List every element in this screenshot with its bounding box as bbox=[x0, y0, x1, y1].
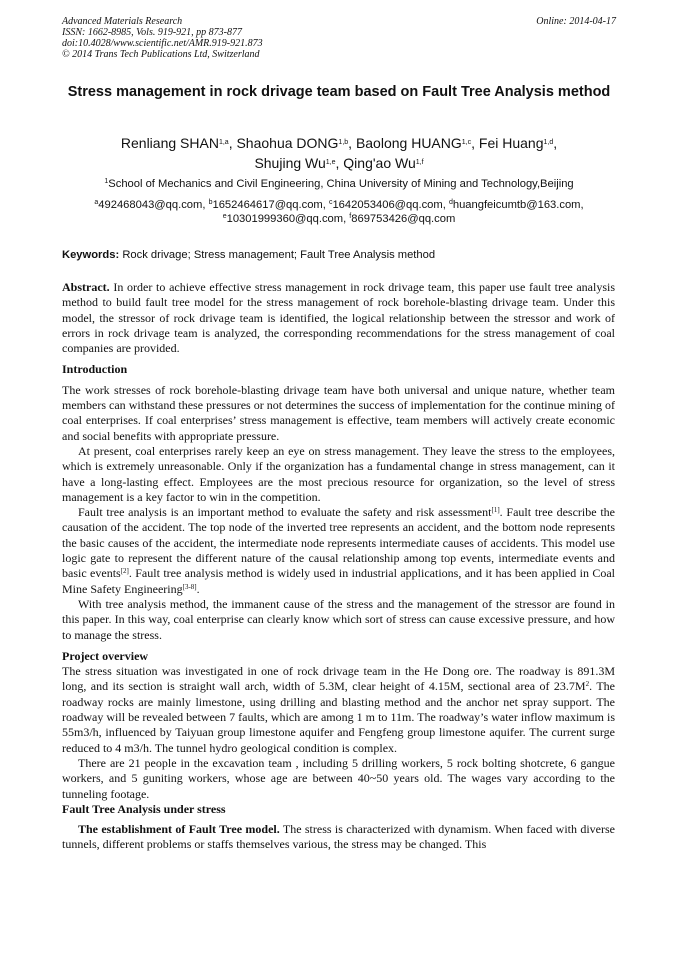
author: Renliang SHAN$^{1,a}$ bbox=[120, 135, 229, 151]
citation: [3-8] bbox=[182, 582, 197, 591]
citation: [1] bbox=[491, 506, 500, 515]
author: Baolong HUANG$^{1,c}$ bbox=[355, 135, 472, 151]
email: $^e$10301999360@qq.com, bbox=[222, 213, 347, 225]
section-heading-introduction: Introduction bbox=[62, 362, 128, 377]
abstract-label: Abstract. bbox=[62, 280, 110, 294]
paragraph: At present, coal enterprises rarely keep an eye on stress management. They leave the stress to the employees, which is extremely unreasonable. Only if the organization has a fundamental change in stress management, can it have a long-lasting effect. Employees are the most precious resource for organization, so the level of stress management is a key factor to win in the competition. bbox=[62, 443, 615, 504]
subsection-label: The establishment of Fault Tree model. bbox=[78, 822, 280, 837]
abstract bbox=[62, 280, 615, 356]
doi-line: doi:10.4028/www.scientific.net/AMR.919-921.873 bbox=[62, 38, 263, 49]
email: $^d$huangfeicumtb@163.com, bbox=[448, 199, 584, 211]
paper-body bbox=[62, 280, 615, 853]
email: $^a$492468043@qq.com, bbox=[94, 199, 206, 211]
email: $^c$1642053406@qq.com, bbox=[328, 199, 446, 211]
email: $^f$869753426@qq.com bbox=[349, 213, 456, 225]
author: Qing'ao Wu$^{1,f}$ bbox=[343, 155, 424, 171]
email-list bbox=[62, 198, 616, 226]
paragraph: There are 21 people in the excavation team , including 5 drilling workers, 5 rock bolting shotcrete, 6 gangue workers, and 5 guniting workers, whose age are between 40~50 years old. The wages vary according to the tunneling footage. bbox=[62, 755, 615, 801]
online-date: Online: 2014-04-17 bbox=[536, 16, 616, 27]
copyright-line: © 2014 Trans Tech Publications Ltd, Switzerland bbox=[62, 49, 260, 60]
issn-line: ISSN: 1662-8985, Vols. 919-921, pp 873-877 bbox=[62, 27, 242, 38]
journal-name: Advanced Materials Research bbox=[62, 16, 183, 27]
paragraph: Fault tree analysis is an important method to evaluate the safety and risk assessment[1]. Fault tree describe the causation of the accident. The top node of the inverted tree represents an accident, and the bottom node represents the basic causes of the accident, the intermediate node represents intermediate causes of accidents. This model use logic gate to represent the different nature of the causal relationship among top events, intermediate events and basic events[2]. Fault tree analysis method is widely used in industrial applications, and it has been applied in Coal Mine Safety Engineering[3-8]. bbox=[62, 505, 615, 596]
keywords bbox=[62, 248, 616, 262]
keywords-label: Keywords: bbox=[62, 249, 120, 261]
author: Shujing Wu$^{1,e}$ bbox=[254, 155, 336, 171]
author: Shaohua DONG$^{1,b}$ bbox=[236, 135, 349, 151]
paragraph: The establishment of Fault Tree model. The stress is characterized with dynamism. When faced with diverse tunnels, different problems or staffs themselves various, the stress may be changed. This bbox=[62, 822, 615, 852]
paragraph: With tree analysis method, the immanent cause of the stress and the management of the stressor are found in this paper. In this way, coal enterprise can clearly know which sort of stress can cause excessive pressure, and how to manage the stress. bbox=[62, 596, 615, 642]
paper-title: Stress management in rock drivage team based on Fault Tree Analysis method bbox=[67, 84, 611, 100]
abstract-text: In order to achieve effective stress management in rock drivage team, this paper use fault tree analysis method to build fault tree model for the stress management of rock borehole-blasting drivage team. Under this model, the stressor of rock drivage team is identified, the logical relationship between the stressor and work of errors in rock drivage team is analyzed, the corresponding recommendations for the stress management of coal companies are provided. bbox=[62, 280, 616, 356]
journal-header bbox=[62, 16, 616, 60]
keywords-text: Rock drivage; Stress management; Fault Tree Analysis method bbox=[122, 249, 436, 261]
section-heading-fault-tree: Fault Tree Analysis under stress bbox=[62, 801, 226, 816]
author-list: Renliang SHAN$^{1,a}$, Shaohua DONG$^{1,b}$, Baolong HUANG$^{1,c}$, Fei Huang$^{1,d}$, Shujing Wu$^{1,e}$, Qing'ao Wu$^{1,f}$ bbox=[120, 135, 558, 171]
citation: [2] bbox=[120, 567, 129, 576]
paragraph: The work stresses of rock borehole-blasting drivage team have both universal and unique nature, whether team members can withstand these pressures or not determines the success of implementation for the continue mining of coal enterprises. If coal enterprises’ stress management is effective, team members will actively create economic and social benefits with appropriate pressure. bbox=[62, 382, 615, 443]
affiliation: $^1$School of Mechanics and Civil Engineering, China University of Mining and Technology,Beijing bbox=[104, 178, 574, 190]
paragraph: The stress situation was investigated in one of rock drivage team in the He Dong ore. The roadway is 891.3M long, and its section is straight wall arch, width of 5.3M, clear height of 4.15M, sectional area of $23.7M^2$. The roadway rocks are mainly limestone, using drilling and blasting method and the anchor net spray support. The roadway will be revealed between 7 faults, which are among 1 m to 11m. The roadway’s water inflow maximum is 55m3/h, influenced by Taiyuan group limestone aquifer and Fengfeng group limestone aquifer. The current surge reduced to 4 m3/h. The tunnel hydro geological condition is complex. bbox=[62, 664, 615, 755]
email: $^b$1652464617@qq.com, bbox=[208, 199, 326, 211]
author: Fei Huang$^{1,d}$ bbox=[478, 135, 554, 151]
section-heading-project-overview: Project overview bbox=[62, 648, 149, 663]
